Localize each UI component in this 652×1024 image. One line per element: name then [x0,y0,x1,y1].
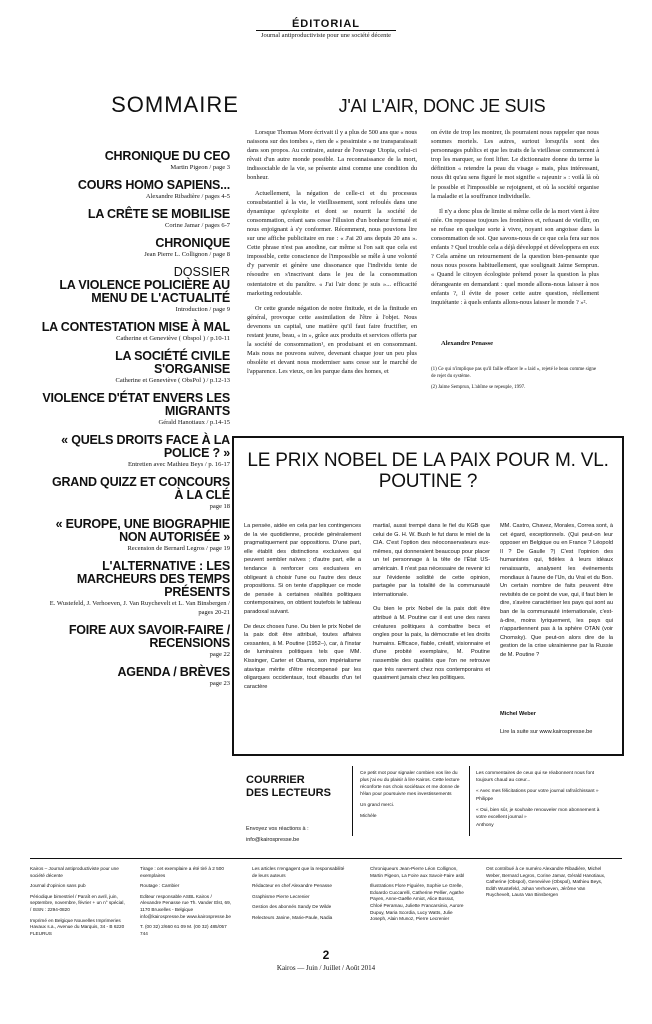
header-subtitle: Journal antiproductiviste pour une société décente [260,32,392,39]
toc-entry [40,434,230,469]
courrier-letter-2 [476,770,606,833]
toc-entry-title: LA CONTESTATION MISE À MAL [41,320,230,334]
box-column-2 [373,522,490,689]
paragraph: Il n'y a donc plus de limite si même celle de la mort vient à être niée. On repousse toujours les frontières et, refusant de vieillir, on se refuse en quelque sorte à vivre, noyant son angoisse dans la consommation de soi. Que savons-nous de ce que cela fera sur nos enfants ? Quel trouble cela a déjà développé et développera en eux ? Cela amène un retournement de la question bien-pensante que nous nous posons habituellement, que soulignait Jaime Semprun. « Quand le citoyen écologiste prétend poser la question la plus dérangeante en demandant : quel monde allons-nous laisser à nos enfants ?, il évite de poser cette autre question, réellement inquiétante : à quels enfants allons-nous laisser le monde ? »². [431,207,600,306]
toc-dossier-label: DOSSIER [173,265,230,279]
courrier-divider-2 [469,766,470,836]
paragraph: De deux choses l'une. Ou bien le prix Nobel de la paix doit être attribué, toutes affaires cessantes, à M. Poutine (1952–), car, à l'instar de luminaires politiques tels que MM. Kissinger, Carter et Obama, son impérialisme atavique mérite d'être récompensé par les oligarques occidentaux, tout ébaudis d'un tel caractère [244,623,361,690]
toc-entry-title: CHRONIQUE [155,236,230,250]
editorial-footnote-1: (1) Ce qui n'implique pas qu'il faille effacer le « laid », rejeté le beau comme signe de rejet du système. [431,367,597,379]
toc-entry-title: CHRONIQUE DU CEO [104,149,230,163]
courrier-title-line-1: COURRIER [246,774,305,786]
toc-entry-ref: Catherine et Geneviève ( ObsPol ) / p.12-13 [115,377,230,384]
sommaire-title: SOMMAIRE [111,92,239,117]
courrier-title [246,774,331,800]
letter-2-signature-2: Anthony [476,823,494,828]
page-number: 2 [322,948,330,962]
toc-entry [40,476,230,511]
toc-entry-ref: E. Wustefeld, J. Verhoeven, J. Van Ruychevelt et L. Van Binsbergen / pages 20-21 [49,600,230,616]
toc-entry-ref: Alexandre Ribadière / pages 4-5 [145,193,230,200]
toc-entry-ref: Jean Pierre L. Collignon / page 8 [144,251,230,258]
paragraph: Les articles n'engagent que la responsabilité de leurs auteurs [252,866,345,878]
editorial-footnote-2: (2) Jaime Semprun, L'abîme se repeuple, 1997. [431,385,526,390]
paragraph: Lorsque Thomas More écrivait il y a plus de 500 ans que « nous naissons sur des tombes », rien de « pessimiste » ne transparaissait dans son propos. Au contraire, auteur de l'ouvrage Utopia, celui-ci rêvait d'un autre monde possible. La reconnaissance de la mort, indissociable de la vie, se présente ainsi comme une condition du bonheur. [247,129,417,182]
box-column-1 [244,522,361,697]
paragraph: Relecteurs Janine, Marie-Paule, Nadia [252,914,333,920]
toc-entry-ref: Entretien avec Mathieu Beys / p. 16-17 [128,461,230,468]
editorial-column-1 [247,128,417,382]
editorial-title: J'AI L'AIR, DONC JE SUIS [338,96,546,116]
toc-entry-ref: Martin Pigeon / page 3 [170,164,230,171]
toc-entry-title: LA VIOLENCE POLICIÈRE AU MENU DE L'ACTUALITÉ [59,278,230,305]
courrier-title-line-2: DES LECTEURS [246,787,331,799]
toc-entry [40,237,230,259]
box-link[interactable]: Lire la suite sur www.kairospresse.be [500,729,593,735]
courrier-letter-1 [360,770,462,824]
letter-1-text: Ce petit mot pour signaler combien vos lire du plus j'ai eu du plaisir à lire Kairos. Cette lecture réconforte nos choix sociétaux et me donne de l'élan pour poursuivre mes investissements [360,771,460,797]
toc-entry [40,266,230,314]
toc-entry [40,179,230,201]
paragraph: La pensée, aidée en cela par les contingences de la vie quotidienne, procède généralement pragmatiquement par oppositions. D'une part, elle établit des distinctions exclusives qui peuvent sembler naïves ; d'autre part, elle a tendance à renforcer ces exclusives en obligeant à choisir l'une ou l'autre des deux propositions. Si on tente d'appliquer ce mode de pensée à certaines réalités politiques contemporaines, on obtient toutefois le tableau paradoxal suivant. [244,523,361,615]
toc-entry-title: GRAND QUIZZ ET CONCOURS À LA CLÉ [51,475,230,502]
toc-entry-title: LA CRÊTE SE MOBILISE [87,207,230,221]
paragraph: Illustrations Flore Figuière, Sophie Le Grelle, Edoardo Cuccarelli, Catherine Pellier, Agathe Payen, Anne-Gaëlle Amiot, Alice Bossut, Chloé Peramau, Juliette Francarsinio, Aurore Dupuy, Maria Scordia, Lucy Watts, Julie Joseph, Alain Munoz, Pierre Lecrenier [370,883,464,922]
toc-entry-ref: page 18 [209,503,230,510]
courrier-email[interactable]: info@kairospresse.be [246,837,300,843]
table-of-contents [40,150,230,695]
imprint-column-4 [370,866,465,927]
imprint-column-3 [252,866,347,926]
toc-entry-ref: page 23 [209,680,230,687]
editorial-author: Alexandre Penasse [441,340,494,347]
paragraph: Rédacteur en chef Alexandre Penasse [252,883,333,889]
toc-entry [40,518,230,553]
paragraph: Tirage : cet exemplaire a été tiré à 2 500 exemplaires [140,866,224,878]
header-rule [256,30,396,31]
paragraph: T. (00 32) 2/660 61 09 M. (00 32) 485/057 744 [140,924,227,936]
toc-entry-title: « EUROPE, UNE BIOGRAPHIE NON AUTORISÉE » [55,517,230,544]
paragraph: on évite de trop les montrer, ils pourraient nous rappeler que nous sommes mortels. Les autres, surtout lorsqu'ils sont des personnages publics et que les traits de la vieillesse commencent à trop les marquer, se font lifter. Le dictionnaire donne du terme la définition « retendre la peau du visage » mais, plus intéressant, nous dit qu'au sens figuré le mot signifie « rajeunir » : voilà là où le possible et l'impossible se rejoignent, et où la société organise la maladie et la souffrance individuelle. [431,129,599,200]
paragraph: Chroniqueurs Jean-Pierre Léon Collignon, Martin Pigeon, La Foire aux Savoir-Faire asbl [370,866,465,878]
toc-entry-ref: Corine Jamar / pages 6-7 [165,222,230,229]
toc-entry [40,666,230,688]
paragraph: Journal d'opinion sans pub [30,883,86,889]
toc-entry-title: AGENDA / BRÈVES [117,665,230,679]
letter-2-quote-1: « Avec mes félicitations pour votre journal rafraîchissant » [476,789,599,794]
paragraph: Editeur responsable ASBL Kairos / Alexandre Penasse rue Th. Vander Elst, 69, 1170 Bruxelles - Belgique info@kairospresse.be www.kairospresse.be [140,893,232,919]
imprint-column-5 [486,866,606,903]
toc-entry-ref: page 22 [209,651,230,658]
box-author: Michel Weber [500,711,536,717]
paragraph: Kairos – Journal antiproductiviste pour une société décente [30,866,119,878]
toc-entry [40,392,230,427]
toc-entry-ref: Gérald Hanotiaux / p.14-15 [158,419,230,426]
paragraph: Périodique bimestriel / Paraît en avril, juin, septembre, novembre, février + un n° spécial, / ISSN : 2294-0820 [30,893,125,912]
letter-1-signature: Michèle [360,814,377,819]
toc-entry-ref: Catherine et Geneviève ( Obspol ) / p.10-11 [116,335,230,342]
toc-entry-title: LA SOCIÉTÉ CIVILE S'ORGANISE [115,349,230,376]
toc-entry [40,321,230,343]
toc-entry-title: « QUELS DROITS FACE À LA POLICE ? » [61,433,230,460]
paragraph: Ou bien le prix Nobel de la paix doit être attribué à M. Poutine car il est une des rares créatures politiques à combattre becs et ongles pour la paix, la démocratie et les droits humains. Efficace, fiable, créatif, visionnaire et d'une probité exemplaire, M. Poutine rassemble des qualités que l'on ne retrouve que très rarement chez nos contemporains et quasiment jamais chez les politiques. [373,606,490,682]
paragraph: Imprimé en Belgique Nouvelles Imprimeries Havaux s.a., Avenue du Marquis, 34 - B 6220 FLEURUS [30,917,125,936]
toc-entry-title: VIOLENCE D'ÉTAT ENVERS LES MIGRANTS [42,391,230,418]
box-column-3 [500,522,613,666]
toc-entry [40,560,230,617]
toc-entry [40,624,230,659]
section-title: ÉDITORIAL [291,18,361,30]
letter-1-thanks: Un grand merci. [360,803,395,808]
toc-entry [40,150,230,172]
paragraph: MM. Castro, Chavez, Morales, Correa sont, à cet égard, exceptionnels. (Qui peut-on leur opposer en Belgique ou en France ? Léopold II ? De Gaulle ?) C'est l'opinion des humanistes qui, fidèles à leurs idéaux renaissants, analysent les événements mondiaux à l'aune de l'Un, du Vrai et du Bon. Un certain nombre de faits peuvent être revisités de ce point de vue, qui, il faut bien le dire, s'avère caractériser les pays qui sont au ban de la communauté internationale, c'est-à-dire, moins lyriquement, les pays qui n'appartiennent pas à la sphère OTAN (voir Chomsky). Que peut-on alors dire de la gestion de la crise ukrainienne par la Russie de M. Poutine ? [500,523,613,658]
paragraph: Or cette grande négation de notre finitude, et de la finitude en général, provoque cette assimilation de l'être à l'objet. Nous devenons un capital, une matière qu'il faut faire fructifier, en restant jeune, beau, « in », grâce aux produits et services offerts par la société de consommation¹, en produisant et en consommant. Mais nous ne pouvons suivre, devenant chaque jour un peu plus obsolète et devant nous moderniser sans cesse sur le marché de l'apparence. Les vieux, on les parque dans des homes, et [247,304,417,376]
paragraph: Actuellement, la négation de celle-ci et du processus consubstantiel à la vie, le vieillissement, sont refoulés dans une dynamique qu'exploite et dont se nourrit la société de consommation, créant sans cesse l'illusion d'un bonheur formaté et nous enjoignant à s'y conformer. Récemment, nous pouvions lire sur une affiche publicitaire en rue : « J'ai 20 ans depuis 20 ans ». Cette phrase n'est pas anodine, car même si l'on sait que cela est impossible, cette conscience de l'impossible se mêle à une volonté d'y parvenir et génère une dissonance que l'individu tente de résoudre en s'inscrivant dans le jeu de la consommation ostentatoire et du paraître. « J'ai l'air donc je suis »... efficacité marketing redoutable. [247,189,417,297]
paragraph: Routage : Cambier [140,883,180,889]
paragraph: Gestion des abonnés Sandy De Wilde [252,904,332,910]
toc-entry-ref: Recension de Bernard Legros / page 19 [127,545,230,552]
toc-entry-title: L'ALTERNATIVE : LES MARCHEURS DES TEMPS PRÉSENTS [76,559,230,599]
imprint-column-2 [140,866,232,941]
toc-entry-title: COURS HOMO SAPIENS... [77,178,230,192]
editorial-column-2 [431,128,599,313]
courrier-send [246,826,346,848]
letter-2-quote-2: « Oui, bien sûr, je souhaite renouveler mon abonnement à votre excellent journal » [476,808,600,820]
imprint-rule [30,858,622,859]
courrier-send-label: Envoyez vos réactions à : [246,826,309,832]
toc-entry [40,350,230,385]
paragraph: martial, aussi trempé dans le fiel du KGB que celui de G. H. W. Bush le fut dans le miel de la CIA. C'est l'option des néoconservateurs eux-mêmes, qui donneraient beaucoup pour placer un tel personnage à la tête de l'État US-américain. Il n'est pas nécessaire de revenir ici sur l'évidente solidité de cette opinion, partagée par la totalité de la communauté internationale. [373,523,490,598]
footer-issue: Kairos — Juin / Juillet / Août 2014 [276,964,376,972]
letter-2-intro: Les commentaires de ceux qui se réabonnent nous font toujours chaud au cœur... [476,771,595,783]
toc-entry [40,208,230,230]
box-title: LE PRIX NOBEL DE LA PAIX POUR M. VL. POUTINE ? [247,450,609,492]
paragraph: Graphisme Pierre Lecrenier [252,893,310,899]
toc-entry-ref: Introduction / page 9 [175,306,230,313]
imprint-column-1 [30,866,125,941]
paragraph: Ont contribué à ce numéro Alexandre Ribadière, Michel Weber, Bernard Legros, Corine Jamar, Gérald Hanotiaux, Catherine (Obspol), Geneviève (Obspol), Mathieu Beys, Edith Wustefeld, Johan Verhoeven, Jérôme Van Ruychevelt, Laura Van Binsbergen [486,866,606,898]
courrier-divider-1 [352,766,353,836]
letter-2-signature-1: Philippe [476,797,494,802]
toc-entry-title: FOIRE AUX SAVOIR-FAIRE / RECENSIONS [68,623,230,650]
